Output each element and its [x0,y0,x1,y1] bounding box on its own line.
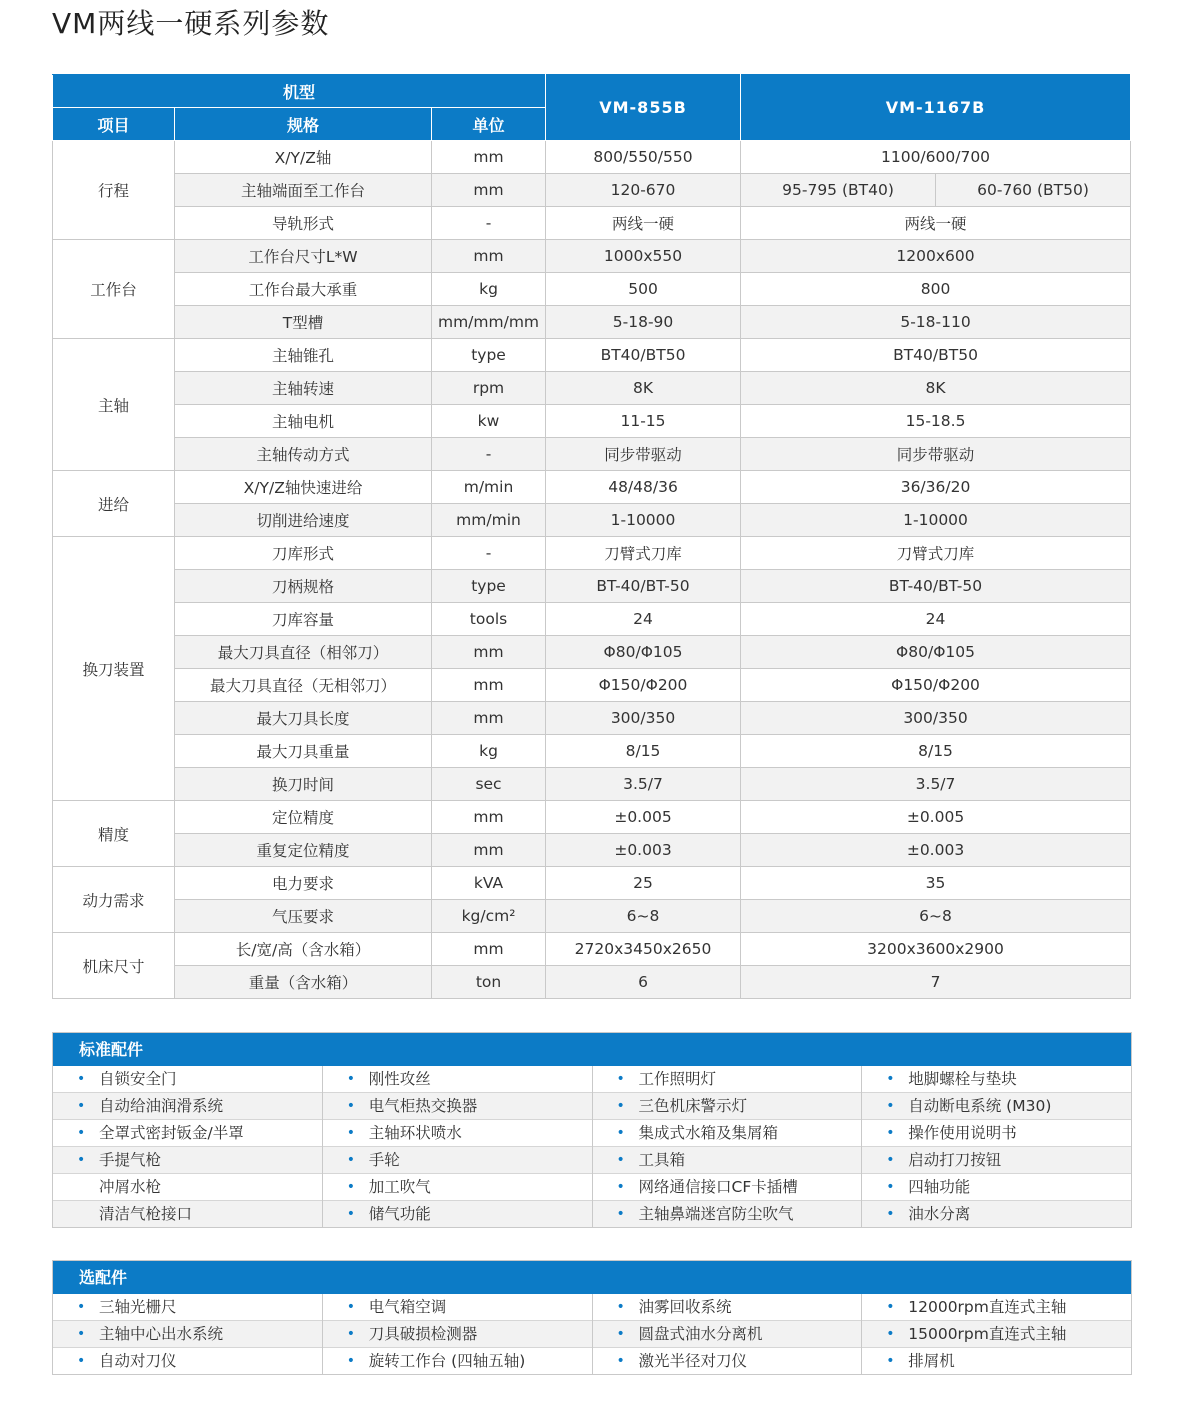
spec-cell: 长/宽/高（含水箱） [175,933,432,966]
list-item-label: 排屑机 [908,1352,955,1370]
category-cell: 行程 [53,141,175,240]
bullet-icon: • [346,1353,356,1369]
page-title: VM两线一硬系列参数 [52,7,330,40]
unit-cell: mm [432,801,546,834]
model-b-value: 5-18-110 [741,306,1131,339]
model-a-value: 120-670 [546,174,741,207]
table-row [53,735,1131,768]
unit-cell: - [432,207,546,240]
bullet-icon: • [616,1353,625,1369]
list-item [593,1201,862,1227]
bullet-icon: • [77,1125,86,1141]
model-b-value: 刀臂式刀库 [741,537,1131,570]
list-item [53,1174,322,1201]
list-item-label: 圆盘式油水分离机 [638,1325,763,1343]
category-cell: 动力需求 [53,867,175,933]
model-a-value: Φ80/Φ105 [546,636,741,669]
list-item-label: 自动给油润滑系统 [99,1097,224,1115]
model-b-header: VM-1167B [741,75,1131,141]
table-row [53,669,1131,702]
unit-cell: mm/min [432,504,546,537]
list-item [862,1066,1131,1093]
unit-cell: ton [432,966,546,999]
table-row [53,636,1131,669]
table-row [53,174,1131,207]
model-a-value: 800/550/550 [546,141,741,174]
standard-accessories-title: 标准配件 [53,1033,1131,1066]
bullet-icon: • [616,1179,625,1195]
list-item-label: 电气箱空调 [368,1298,447,1316]
table-row [53,570,1131,603]
list-item-label: 主轴鼻端迷宫防尘吹气 [638,1205,794,1223]
bullet-icon: • [346,1125,356,1141]
table-row [53,141,1131,174]
category-cell: 机床尺寸 [53,933,175,999]
table-row [53,867,1131,900]
model-b-value: 8K [741,372,1131,405]
bullet-icon: • [77,1152,86,1168]
accessory-column [322,1294,592,1374]
model-b-value: BT40/BT50 [741,339,1131,372]
bullet-icon: • [886,1071,895,1087]
table-row [53,504,1131,537]
model-b-value: 24 [741,603,1131,636]
list-item [323,1093,592,1120]
bullet-icon: • [346,1152,356,1168]
model-b-value-bt40: 95-795 (BT40) [741,174,936,207]
table-row [53,768,1131,801]
category-cell: 进给 [53,471,175,537]
list-item [593,1120,862,1147]
spec-cell: 定位精度 [175,801,432,834]
list-item-label: 油水分离 [908,1205,971,1223]
accessory-column [53,1294,322,1374]
list-item [862,1201,1131,1227]
unit-cell: type [432,339,546,372]
accessory-column [592,1066,862,1227]
spec-cell: 主轴端面至工作台 [175,174,432,207]
list-item [862,1174,1131,1201]
list-item [323,1201,592,1227]
spec-cell: 换刀时间 [175,768,432,801]
table-row [53,537,1131,570]
list-item [53,1147,322,1174]
bullet-icon: • [346,1326,356,1342]
model-a-value: ±0.005 [546,801,741,834]
unit-cell: mm [432,702,546,735]
spec-cell: T型槽 [175,306,432,339]
list-item [323,1066,592,1093]
spec-cell: 最大刀具直径（无相邻刀） [175,669,432,702]
spec-cell: 主轴锥孔 [175,339,432,372]
model-b-value: ±0.003 [741,834,1131,867]
accessory-column [53,1066,322,1227]
list-item-label: 主轴中心出水系统 [99,1325,224,1343]
table-row [53,834,1131,867]
standard-accessories-grid [53,1066,1131,1227]
table-row [53,900,1131,933]
category-cell: 主轴 [53,339,175,471]
spec-header: 规格 [175,108,432,141]
unit-cell: mm [432,933,546,966]
model-b-value: ±0.005 [741,801,1131,834]
unit-cell: - [432,438,546,471]
unit-cell: rpm [432,372,546,405]
bullet-icon: • [77,1326,86,1342]
model-b-value: 1100/600/700 [741,141,1131,174]
table-row [53,273,1131,306]
spec-cell: 主轴传动方式 [175,438,432,471]
spec-table [52,74,1131,999]
spec-cell: 刀库形式 [175,537,432,570]
bullet-icon: • [77,1353,86,1369]
model-b-value: 8/15 [741,735,1131,768]
unit-cell: mm [432,240,546,273]
model-a-value: 6~8 [546,900,741,933]
list-item-label: 网络通信接口CF卡插槽 [638,1178,798,1196]
standard-accessories [52,1032,1132,1228]
spec-cell: 主轴转速 [175,372,432,405]
spec-cell: 最大刀具重量 [175,735,432,768]
table-row [53,702,1131,735]
spec-cell: 气压要求 [175,900,432,933]
list-item-label: 自锁安全门 [99,1070,177,1088]
table-row [53,306,1131,339]
bullet-icon: • [616,1098,625,1114]
spec-cell: X/Y/Z轴 [175,141,432,174]
unit-cell: sec [432,768,546,801]
model-b-value: 35 [741,867,1131,900]
spec-cell: 工作台尺寸L*W [175,240,432,273]
bullet-icon: • [616,1125,625,1141]
unit-cell: tools [432,603,546,636]
list-item [593,1174,862,1201]
bullet-icon: • [77,1299,86,1315]
model-a-value: ±0.003 [546,834,741,867]
bullet-icon: • [346,1206,356,1222]
bullet-icon: • [346,1071,356,1087]
model-a-value: BT40/BT50 [546,339,741,372]
model-b-value: 6~8 [741,900,1131,933]
list-item [593,1147,862,1174]
table-row [53,438,1131,471]
model-b-value: 1200x600 [741,240,1131,273]
model-a-value: 刀臂式刀库 [546,537,741,570]
list-item-label: 激光半径对刀仪 [638,1352,748,1370]
model-a-value: 8K [546,372,741,405]
unit-cell: kg/cm² [432,900,546,933]
spec-cell: 最大刀具长度 [175,702,432,735]
unit-cell: mm [432,174,546,207]
bullet-icon: • [886,1326,895,1342]
table-row [53,207,1131,240]
list-item [323,1294,592,1321]
model-b-value: 36/36/20 [741,471,1131,504]
bullet-icon: • [616,1206,625,1222]
bullet-icon: • [77,1098,86,1114]
bullet-icon: • [616,1071,625,1087]
list-item [862,1348,1131,1374]
unit-cell: m/min [432,471,546,504]
list-item [53,1066,322,1093]
list-item [53,1093,322,1120]
model-b-value: 两线一硬 [741,207,1131,240]
spec-cell: 切削进给速度 [175,504,432,537]
list-item-label: 工具箱 [638,1151,686,1169]
list-item [53,1294,322,1321]
unit-cell: kg [432,735,546,768]
model-a-value: Φ150/Φ200 [546,669,741,702]
spec-cell: 重量（含水箱） [175,966,432,999]
list-item-label: 旋转工作台 (四轴五轴) [368,1352,526,1370]
list-item-label: 工作照明灯 [638,1070,717,1088]
spec-cell: 导轨形式 [175,207,432,240]
list-item [593,1093,862,1120]
list-item-label: 油雾回收系统 [638,1298,732,1316]
bullet-icon: • [886,1152,895,1168]
model-a-value: 48/48/36 [546,471,741,504]
unit-cell: mm [432,669,546,702]
list-item-label: 三色机床警示灯 [638,1097,748,1115]
optional-accessories-grid [53,1294,1131,1374]
spec-body [53,141,1131,999]
bullet-icon: • [886,1299,895,1315]
list-item-label: 主轴环状喷水 [368,1124,462,1142]
list-item-label: 加工吹气 [368,1178,431,1196]
unit-cell: mm [432,141,546,174]
category-cell: 精度 [53,801,175,867]
list-item [593,1348,862,1374]
model-b-value: 300/350 [741,702,1131,735]
spec-cell: 工作台最大承重 [175,273,432,306]
spec-cell: 刀柄规格 [175,570,432,603]
list-item-label: 操作使用说明书 [908,1124,1017,1142]
list-item [862,1321,1131,1348]
model-a-header: VM-855B [546,75,741,141]
bullet-icon: • [346,1179,356,1195]
list-item [862,1294,1131,1321]
model-b-value-bt50: 60-760 (BT50) [936,174,1131,207]
unit-cell: type [432,570,546,603]
unit-cell: kg [432,273,546,306]
list-item [862,1120,1131,1147]
model-b-value: 15-18.5 [741,405,1131,438]
table-row [53,471,1131,504]
model-header: 机型 [53,75,546,108]
list-item-label: 电气柜热交换器 [368,1097,478,1115]
item-header: 项目 [53,108,175,141]
model-a-value: 同步带驱动 [546,438,741,471]
bullet-icon: • [886,1179,895,1195]
list-item-label: 启动打刀按钮 [908,1151,1002,1169]
spec-cell: 刀库容量 [175,603,432,636]
unit-header: 单位 [432,108,546,141]
bullet-icon: • [77,1071,86,1087]
optional-accessories [52,1260,1132,1375]
table-row [53,966,1131,999]
bullet-icon: • [346,1299,356,1315]
model-b-value: 3200x3600x2900 [741,933,1131,966]
list-item-label: 三轴光栅尺 [99,1298,177,1316]
model-a-value: 两线一硬 [546,207,741,240]
list-item [53,1120,322,1147]
bullet-icon: • [886,1353,895,1369]
model-b-value: BT-40/BT-50 [741,570,1131,603]
list-item-label: 手提气枪 [99,1151,162,1169]
accessory-column [592,1294,862,1374]
model-a-value: 8/15 [546,735,741,768]
list-item [53,1321,322,1348]
spec-cell: 最大刀具直径（相邻刀） [175,636,432,669]
model-b-value: 7 [741,966,1131,999]
accessory-column [322,1066,592,1227]
bullet-icon: • [346,1098,356,1114]
optional-accessories-title: 选配件 [53,1261,1131,1294]
model-a-value: 24 [546,603,741,636]
model-b-value: 1-10000 [741,504,1131,537]
model-b-value: 800 [741,273,1131,306]
list-item-label: 清洁气枪接口 [99,1205,193,1223]
list-item-label: 全罩式密封钣金/半罩 [99,1124,244,1142]
spec-cell: 电力要求 [175,867,432,900]
model-a-value: 6 [546,966,741,999]
spec-cell: X/Y/Z轴快速进给 [175,471,432,504]
accessory-column [861,1066,1131,1227]
list-item-label: 自动对刀仪 [99,1352,177,1370]
model-a-value: 11-15 [546,405,741,438]
bullet-icon: • [616,1152,625,1168]
list-item [862,1093,1131,1120]
table-row [53,372,1131,405]
list-item-label: 12000rpm直连式主轴 [908,1298,1067,1316]
list-item [323,1321,592,1348]
list-item [53,1348,322,1374]
category-cell: 工作台 [53,240,175,339]
model-b-value: Φ150/Φ200 [741,669,1131,702]
model-b-value: Φ80/Φ105 [741,636,1131,669]
list-item-label: 手轮 [368,1151,400,1169]
table-row [53,240,1131,273]
list-item-label: 四轴功能 [908,1178,971,1196]
table-row [53,603,1131,636]
list-item-label: 刀具破损检测器 [368,1325,478,1343]
list-item-label: 15000rpm直连式主轴 [908,1325,1067,1343]
bullet-icon: • [616,1299,625,1315]
list-item [323,1348,592,1374]
list-item-label: 集成式水箱及集屑箱 [638,1124,779,1142]
bullet-icon: • [886,1098,895,1114]
list-item [323,1120,592,1147]
list-item-label: 自动断电系统 (M30) [908,1097,1052,1115]
list-item [593,1294,862,1321]
table-row [53,405,1131,438]
model-a-value: 5-18-90 [546,306,741,339]
table-row [53,933,1131,966]
table-row [53,801,1131,834]
list-item [862,1147,1131,1174]
model-a-value: 2720x3450x2650 [546,933,741,966]
model-a-value: 500 [546,273,741,306]
model-a-value: 1000x550 [546,240,741,273]
model-a-value: 1-10000 [546,504,741,537]
list-item [323,1147,592,1174]
bullet-icon: • [616,1326,625,1342]
list-item-label: 冲屑水枪 [99,1178,162,1196]
unit-cell: kVA [432,867,546,900]
bullet-icon: • [886,1206,895,1222]
unit-cell: mm/mm/mm [432,306,546,339]
table-row [53,339,1131,372]
unit-cell: kw [432,405,546,438]
model-a-value: 300/350 [546,702,741,735]
list-item [593,1321,862,1348]
model-a-value: 25 [546,867,741,900]
model-a-value: BT-40/BT-50 [546,570,741,603]
bullet-icon: • [886,1125,895,1141]
unit-cell: mm [432,834,546,867]
unit-cell: mm [432,636,546,669]
accessory-column [861,1294,1131,1374]
list-item [593,1066,862,1093]
spec-cell: 重复定位精度 [175,834,432,867]
model-b-value: 同步带驱动 [741,438,1131,471]
list-item [53,1201,322,1227]
list-item-label: 刚性攻丝 [368,1070,431,1088]
spec-cell: 主轴电机 [175,405,432,438]
model-a-value: 3.5/7 [546,768,741,801]
list-item-label: 储气功能 [368,1205,431,1223]
list-item [323,1174,592,1201]
list-item-label: 地脚螺栓与垫块 [908,1070,1017,1088]
model-b-value: 3.5/7 [741,768,1131,801]
category-cell: 换刀装置 [53,537,175,801]
unit-cell: - [432,537,546,570]
